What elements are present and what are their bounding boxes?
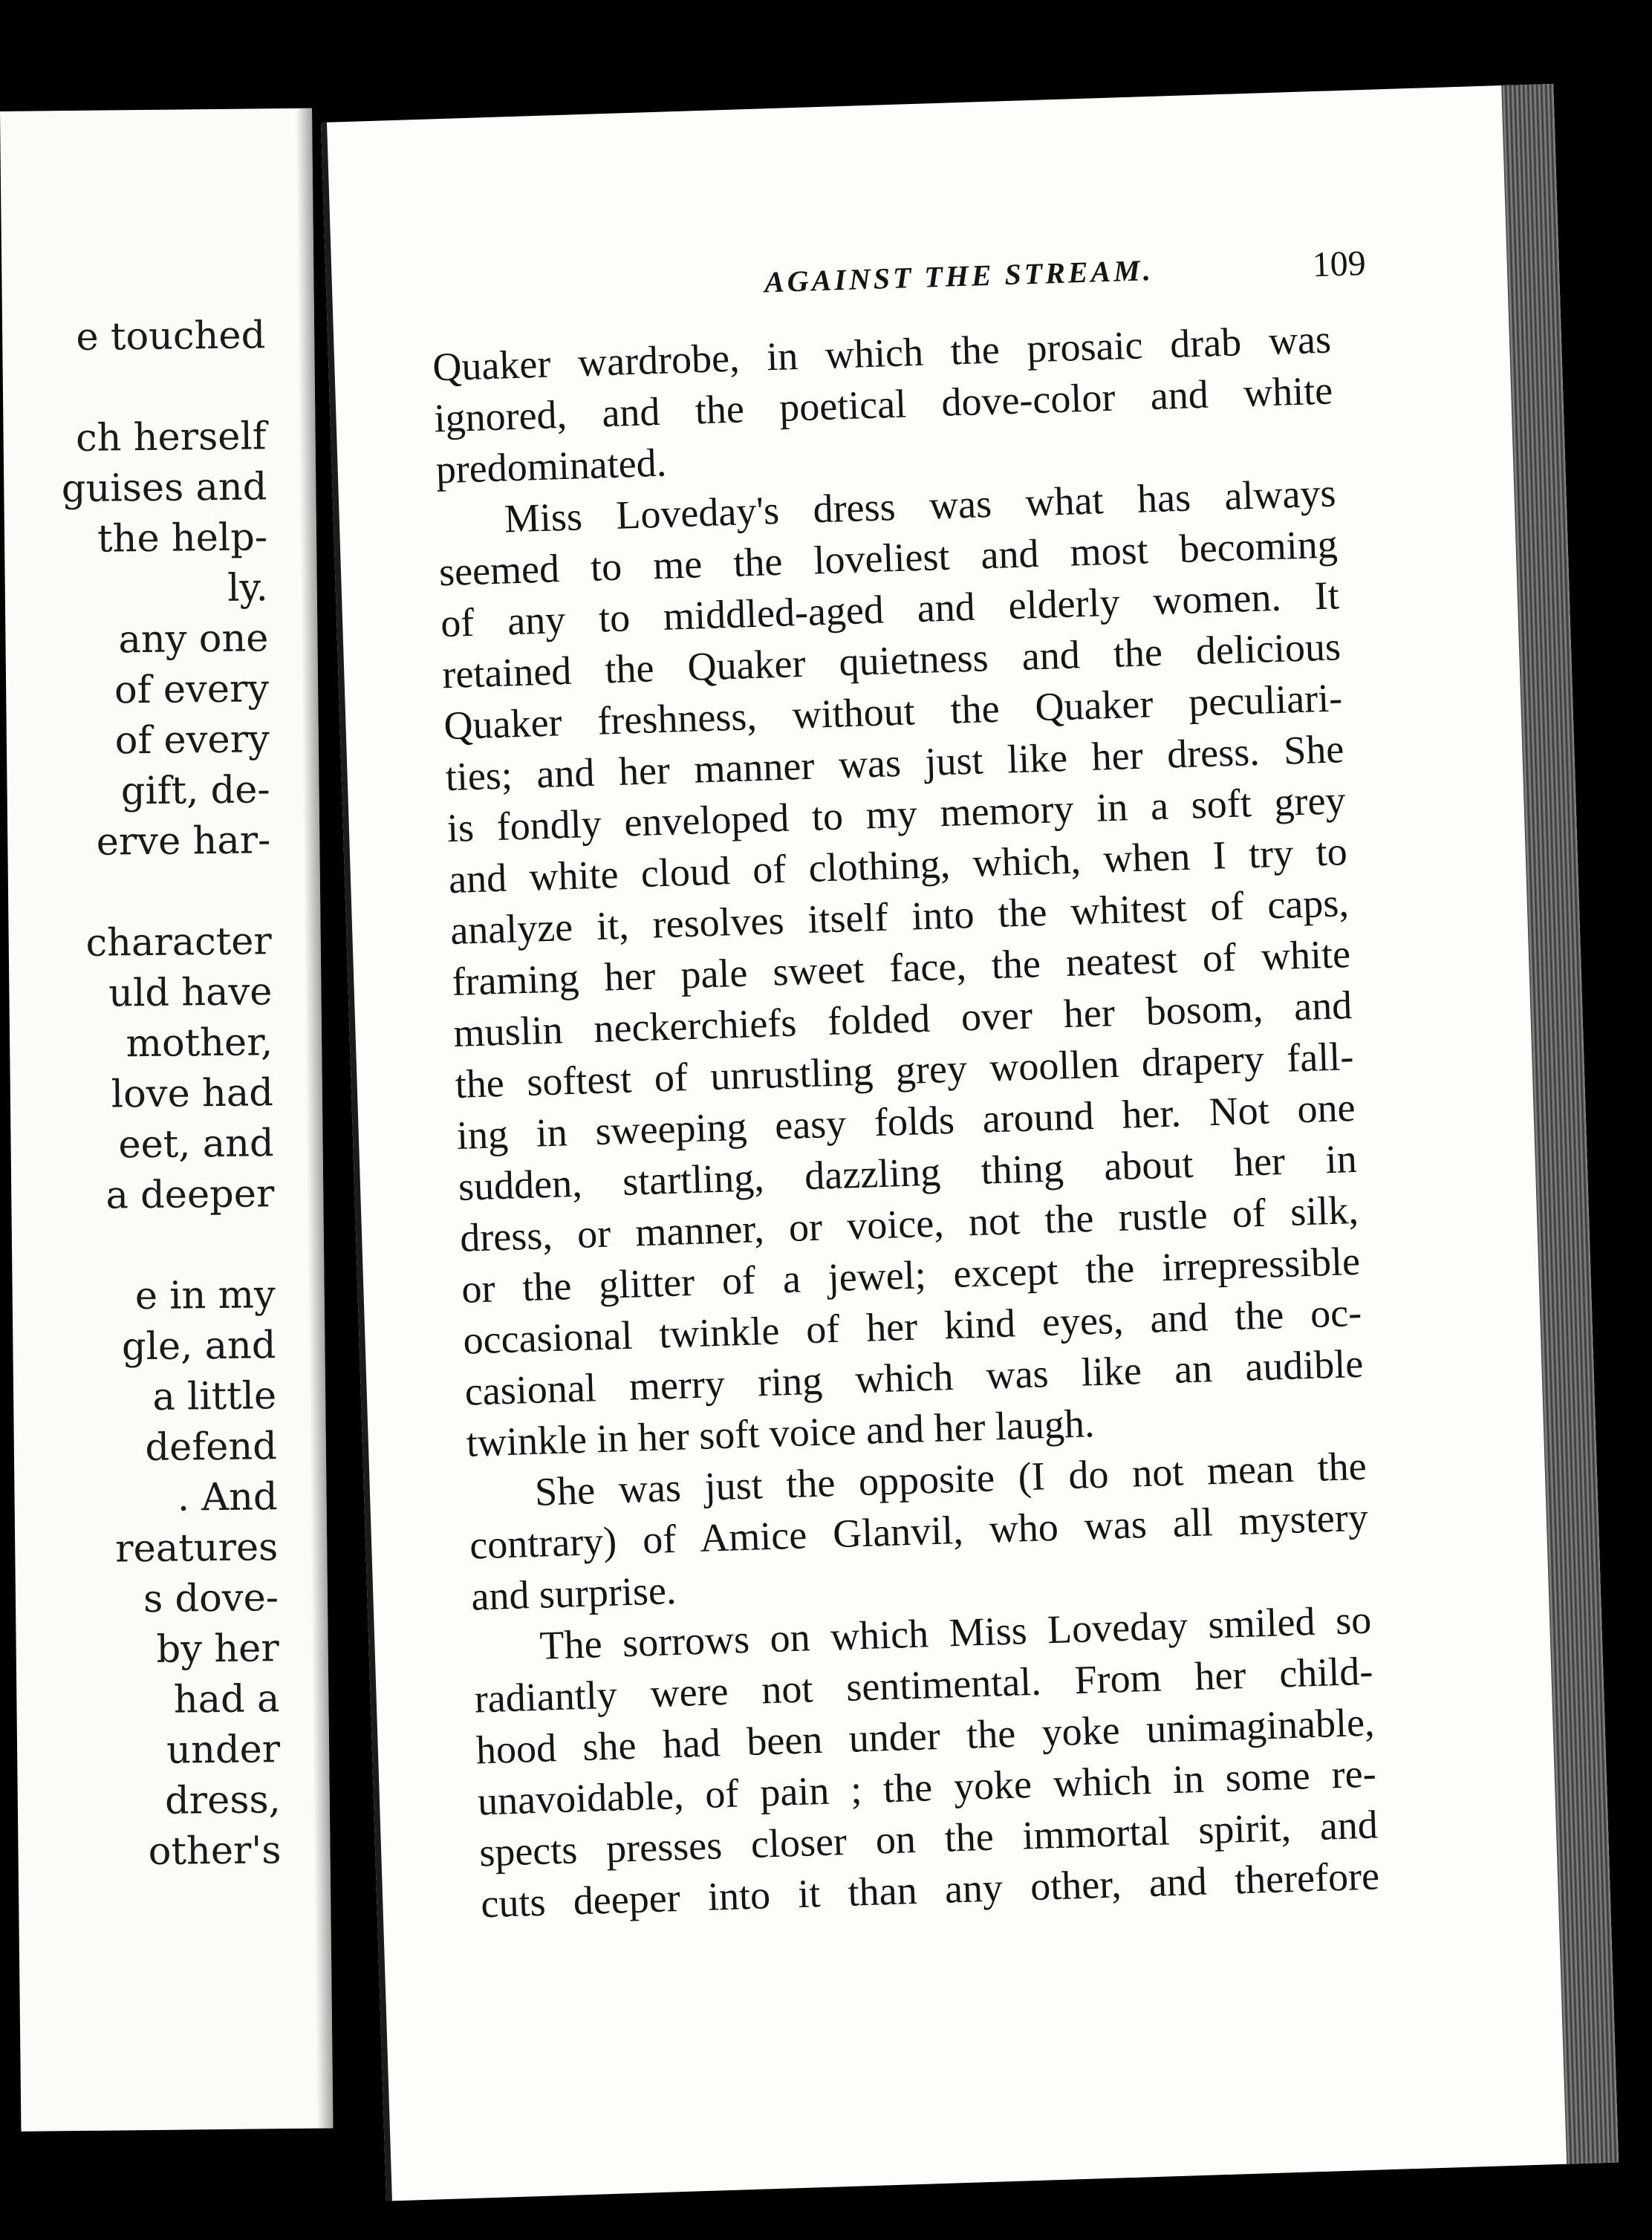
text-line: muslin neckerchiefs folded over her bosom, and xyxy=(452,983,1353,1055)
left-page-line: character xyxy=(85,919,273,966)
left-page-line: gle, and xyxy=(121,1324,276,1370)
left-page-line: by her xyxy=(156,1627,280,1672)
running-title: AGAINST THE STREAM. xyxy=(764,253,1154,299)
left-page-line: a deeper xyxy=(105,1172,275,1218)
page-body xyxy=(429,232,1380,1930)
text-line: contrary) of Amice Glanvil, who was all mystery xyxy=(469,1494,1369,1568)
left-page-line: uld have xyxy=(108,970,273,1016)
text-line: spects presses closer on the immortal spirit, and xyxy=(478,1802,1379,1875)
page-fore-edge xyxy=(1501,84,1619,2164)
text-line: cuts deeper into it than any other, and therefore xyxy=(480,1853,1380,1927)
text-line: Miss Loveday's dress was what has always xyxy=(503,470,1337,541)
left-page-line: e touched xyxy=(76,313,266,359)
left-page-text xyxy=(0,310,282,1879)
left-page-line: a little xyxy=(152,1374,277,1419)
text-line: twinkle in her soft voice and her laugh. xyxy=(465,1401,1096,1465)
text-line: radiantly were not sentimental. From her child- xyxy=(473,1648,1374,1722)
text-line: is fondly enveloped to my memory in a soft grey xyxy=(446,778,1347,851)
text-line: ignored, and the poetical dove-color and white xyxy=(433,368,1333,441)
paragraph xyxy=(437,467,1366,1468)
text-line: or the glitter of a jewel; except the irrepressible xyxy=(461,1238,1361,1312)
page-number: 109 xyxy=(1311,243,1367,285)
left-page-line: erve har- xyxy=(96,818,271,865)
text-line: She was just the opposite (I do not mean the xyxy=(534,1443,1368,1514)
left-page-line: eet, and xyxy=(118,1121,274,1168)
gutter-shadow xyxy=(296,108,333,2129)
paragraph xyxy=(432,313,1335,495)
left-page-line xyxy=(4,866,272,919)
left-page-line: love had xyxy=(111,1071,274,1117)
text-line: of any to middled-aged and elderly women. It xyxy=(440,573,1340,646)
text-line: Quaker wardrobe, in which the prosaic drab was xyxy=(432,316,1332,390)
left-page-line: ch herself xyxy=(75,414,267,460)
left-page-line: under xyxy=(166,1728,281,1773)
left-page-line: defend xyxy=(145,1425,278,1471)
text-line: The sorrows on which Miss Loveday smiled so xyxy=(539,1597,1372,1668)
left-page-line: the help- xyxy=(97,515,268,561)
text-line: analyze it, resolves itself into the whitest of caps, xyxy=(449,880,1350,954)
text-line: the softest of unrustling grey woollen drapery fall- xyxy=(454,1033,1355,1107)
text-line: ing in sweeping easy folds around her. Not one xyxy=(455,1084,1356,1158)
left-page xyxy=(0,108,333,2132)
text-line: predominated. xyxy=(435,440,667,492)
text-line: Quaker freshness, without the Quaker peculiari- xyxy=(443,675,1343,749)
left-page-line: any one xyxy=(118,616,269,662)
text-line: casional merry ring which was like an audible xyxy=(464,1341,1365,1414)
text-line: dress, or manner, or voice, not the rustle of silk, xyxy=(459,1187,1359,1260)
text-line: unavoidable, of pain ; the yoke which in some re- xyxy=(477,1751,1377,1824)
text-line: and white cloud of clothing, which, when I try to xyxy=(448,829,1348,902)
left-page-line xyxy=(0,361,266,414)
left-page-line: mother, xyxy=(126,1020,273,1067)
left-page-line xyxy=(7,1220,276,1273)
paragraph xyxy=(467,1441,1370,1623)
left-page-line: guises and xyxy=(61,465,267,512)
left-page-line: e in my xyxy=(134,1273,276,1319)
left-page-line: of every xyxy=(114,717,270,764)
left-page-line: dress, xyxy=(164,1778,282,1823)
text-line: occasional twinkle of her kind eyes, and the oc- xyxy=(462,1289,1362,1363)
paragraph xyxy=(472,1595,1380,1930)
left-page-line: . And xyxy=(177,1475,278,1520)
left-page-line: gift, de- xyxy=(120,768,270,814)
left-page-line: other's xyxy=(148,1829,282,1875)
text-line: and surprise. xyxy=(470,1567,677,1619)
left-page-line: reatures xyxy=(114,1526,279,1572)
text-line: sudden, startling, dazzling thing about her in xyxy=(458,1136,1358,1209)
right-page xyxy=(321,84,1619,2201)
text-line: hood she had been under the yoke unimaginable, xyxy=(475,1699,1376,1773)
left-page-line: ly. xyxy=(227,566,269,611)
text-line: ties; and her manner was just like her dress. She xyxy=(444,726,1345,800)
text-line: retained the Quaker quietness and the delicious xyxy=(441,624,1342,697)
left-page-line: had a xyxy=(173,1677,280,1722)
text-line: seemed to me the loveliest and most becoming xyxy=(438,521,1339,595)
left-page-line: of every xyxy=(114,667,270,713)
left-page-line: s dove- xyxy=(143,1576,279,1622)
paragraphs xyxy=(432,313,1380,1930)
text-line: framing her pale sweet face, the neatest of white xyxy=(451,931,1351,1005)
